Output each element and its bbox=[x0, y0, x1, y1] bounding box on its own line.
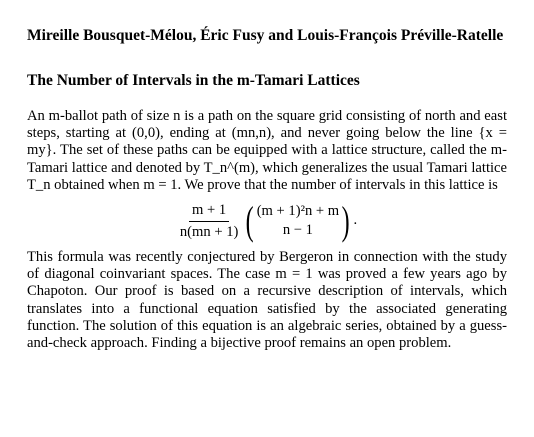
binomial-bottom: n − 1 bbox=[282, 222, 313, 239]
binomial-left-paren: ( bbox=[246, 198, 255, 244]
formula-period: . bbox=[353, 212, 358, 229]
binomial-right-paren: ) bbox=[341, 198, 350, 244]
paper-title: The Number of Intervals in the m-Tamari Lattices bbox=[27, 72, 360, 89]
formula-fraction bbox=[177, 202, 242, 241]
fraction-denominator: n(mn + 1) bbox=[179, 223, 239, 240]
binomial-top: (m + 1)²n + m bbox=[256, 203, 340, 220]
abstract-paragraph-2: This formula was recently conjectured by Bergeron in connection with the study of diagonal coinvariant spaces. The case m = 1 was proved a few years ago by Chapoton. Our proof is based on a recursive description of intervals, which translates into a functional equation satisfied by the associated generating function. The solution of this equation is an algebraic series, obtained by a guess-and-check approach. Finding a bijective proof remains an open problem. bbox=[27, 249, 507, 352]
formula-binomial bbox=[257, 202, 339, 240]
abstract bbox=[27, 108, 507, 352]
fraction-numerator: m + 1 bbox=[189, 202, 229, 222]
abstract-paragraph-1: An m-ballot path of size n is a path on the square grid consisting of north and east steps, starting at (0,0), ending at (mn,n), and never going below the line {x = my}. The set of these paths can be equipped with a lattice structure, called the m-Tamari lattice and denoted by T_n^(m), which generalizes the usual Tamari lattice T_n obtained when m = 1. We prove that the number of intervals in this lattice is bbox=[27, 108, 508, 193]
paper-authors: Mireille Bousquet-Mélou, Éric Fusy and Louis-François Préville-Ratelle bbox=[27, 27, 504, 44]
interval-count-formula bbox=[27, 195, 507, 247]
